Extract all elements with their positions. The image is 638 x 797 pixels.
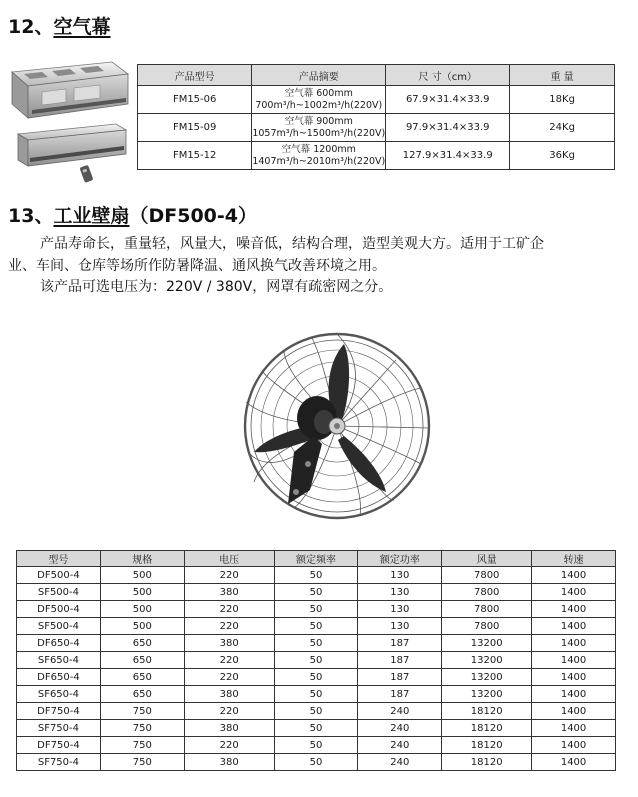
- col-header-size: 尺 寸（cm）: [386, 65, 510, 86]
- cell-speed: 1400: [532, 686, 616, 703]
- cell-spec: 650: [100, 686, 184, 703]
- cell-spec: 650: [100, 669, 184, 686]
- cell-frequency: 50: [274, 754, 358, 771]
- cell-model: DF500-4: [17, 601, 101, 618]
- wall-fan-spec-table: [16, 550, 616, 771]
- cell-frequency: 50: [274, 652, 358, 669]
- cell-power: 240: [358, 720, 442, 737]
- cell-model: DF650-4: [17, 635, 101, 652]
- table-row: [17, 635, 616, 652]
- cell-airflow: 18120: [442, 720, 532, 737]
- table-row: [17, 567, 616, 584]
- wall-fan-image: [224, 332, 450, 526]
- section-12-heading: [8, 12, 110, 39]
- cell-voltage: 380: [184, 584, 274, 601]
- table-row: [17, 601, 616, 618]
- section-13-model: （DF500-4）: [129, 205, 257, 227]
- cell-power: 187: [358, 669, 442, 686]
- cell-airflow: 13200: [442, 669, 532, 686]
- cell-spec: 750: [100, 720, 184, 737]
- summary-line-1: 空气幕 600mm: [284, 87, 353, 99]
- cell-airflow: 18120: [442, 754, 532, 771]
- table-row: [17, 686, 616, 703]
- cell-airflow: 13200: [442, 652, 532, 669]
- table-row: [138, 86, 615, 114]
- cell-summary: [252, 114, 386, 142]
- cell-voltage: 220: [184, 567, 274, 584]
- col-header-summary: 产品摘要: [252, 65, 386, 86]
- table-header-row: [138, 65, 615, 86]
- cell-power: 130: [358, 584, 442, 601]
- summary-line-2: 1057m³/h~1500m³/h(220V): [252, 127, 386, 139]
- cell-frequency: 50: [274, 669, 358, 686]
- cell-model: SF650-4: [17, 652, 101, 669]
- air-curtain-image: [8, 58, 132, 184]
- cell-frequency: 50: [274, 601, 358, 618]
- table-row: [17, 720, 616, 737]
- cell-speed: 1400: [532, 584, 616, 601]
- cell-voltage: 220: [184, 652, 274, 669]
- voltage-note: 该产品可选电压为：220V / 380V，网罩有疏密网之分。: [40, 279, 393, 295]
- cell-frequency: 50: [274, 618, 358, 635]
- cell-power: 130: [358, 601, 442, 618]
- section-13-heading: [8, 201, 257, 228]
- table-row: [17, 618, 616, 635]
- table-row: [17, 754, 616, 771]
- air-curtain-spec-table: [137, 64, 615, 170]
- cell-model: SF500-4: [17, 584, 101, 601]
- cell-weight: 36Kg: [510, 142, 615, 170]
- cell-power: 240: [358, 703, 442, 720]
- cell-model: DF750-4: [17, 703, 101, 720]
- cell-airflow: 13200: [442, 635, 532, 652]
- cell-model: SF750-4: [17, 720, 101, 737]
- col-header-airflow: 风量: [442, 551, 532, 567]
- cell-size: 127.9×31.4×33.9: [386, 142, 510, 170]
- cell-frequency: 50: [274, 737, 358, 754]
- cell-airflow: 7800: [442, 584, 532, 601]
- cell-voltage: 220: [184, 601, 274, 618]
- cell-model: FM15-09: [138, 114, 252, 142]
- cell-speed: 1400: [532, 669, 616, 686]
- table-row: [17, 703, 616, 720]
- cell-speed: 1400: [532, 635, 616, 652]
- cell-speed: 1400: [532, 720, 616, 737]
- col-header-model: 型号: [17, 551, 101, 567]
- cell-voltage: 220: [184, 703, 274, 720]
- cell-spec: 750: [100, 737, 184, 754]
- cell-weight: 18Kg: [510, 86, 615, 114]
- intro-paragraph-line-2: 业、车间、仓库等场所作防暑降温、通风换气改善环境之用。: [8, 258, 386, 274]
- cell-frequency: 50: [274, 703, 358, 720]
- col-header-spec: 规格: [100, 551, 184, 567]
- table-row: [17, 737, 616, 754]
- cell-power: 187: [358, 686, 442, 703]
- cell-size: 97.9×31.4×33.9: [386, 114, 510, 142]
- cell-airflow: 7800: [442, 567, 532, 584]
- col-header-voltage: 电压: [184, 551, 274, 567]
- cell-frequency: 50: [274, 686, 358, 703]
- section-12-title: 空气幕: [53, 16, 111, 38]
- cell-speed: 1400: [532, 737, 616, 754]
- cell-model: FM15-12: [138, 142, 252, 170]
- cell-speed: 1400: [532, 567, 616, 584]
- cell-power: 187: [358, 635, 442, 652]
- cell-voltage: 380: [184, 635, 274, 652]
- section-13-number: 13、: [8, 205, 54, 227]
- cell-summary: [252, 86, 386, 114]
- cell-spec: 750: [100, 754, 184, 771]
- cell-voltage: 220: [184, 669, 274, 686]
- cell-voltage: 380: [184, 720, 274, 737]
- summary-line-2: 700m³/h~1002m³/h(220V): [255, 99, 383, 111]
- col-header-frequency: 额定频率: [274, 551, 358, 567]
- cell-model: SF500-4: [17, 618, 101, 635]
- table-row: [138, 114, 615, 142]
- cell-spec: 500: [100, 618, 184, 635]
- cell-model: DF500-4: [17, 567, 101, 584]
- intro-paragraph-line-1: 产品寿命长，重量轻，风量大，噪音低，结构合理，造型美观大方。适用于工矿企: [40, 236, 544, 252]
- wall-fan-table-body: [17, 567, 616, 771]
- cell-spec: 500: [100, 567, 184, 584]
- table-row: [17, 652, 616, 669]
- cell-speed: 1400: [532, 601, 616, 618]
- cell-spec: 650: [100, 635, 184, 652]
- cell-frequency: 50: [274, 567, 358, 584]
- cell-speed: 1400: [532, 754, 616, 771]
- summary-line-1: 空气幕 1200mm: [281, 143, 356, 155]
- cell-voltage: 380: [184, 686, 274, 703]
- cell-airflow: 7800: [442, 601, 532, 618]
- cell-weight: 24Kg: [510, 114, 615, 142]
- cell-power: 130: [358, 618, 442, 635]
- cell-frequency: 50: [274, 720, 358, 737]
- summary-line-1: 空气幕 900mm: [284, 115, 353, 127]
- cell-airflow: 7800: [442, 618, 532, 635]
- cell-airflow: 13200: [442, 686, 532, 703]
- cell-size: 67.9×31.4×33.9: [386, 86, 510, 114]
- table-header-row: [17, 551, 616, 567]
- cell-power: 240: [358, 754, 442, 771]
- cell-voltage: 380: [184, 754, 274, 771]
- cell-model: DF750-4: [17, 737, 101, 754]
- table-row: [138, 142, 615, 170]
- col-header-model: 产品型号: [138, 65, 252, 86]
- section-13-title: 工业壁扇: [53, 205, 130, 227]
- section-12-number: 12、: [8, 16, 54, 38]
- cell-frequency: 50: [274, 635, 358, 652]
- cell-voltage: 220: [184, 618, 274, 635]
- cell-spec: 750: [100, 703, 184, 720]
- cell-speed: 1400: [532, 652, 616, 669]
- cell-model: SF750-4: [17, 754, 101, 771]
- cell-voltage: 220: [184, 737, 274, 754]
- cell-spec: 650: [100, 652, 184, 669]
- cell-summary: [252, 142, 386, 170]
- cell-power: 130: [358, 567, 442, 584]
- cell-model: FM15-06: [138, 86, 252, 114]
- cell-power: 187: [358, 652, 442, 669]
- cell-speed: 1400: [532, 703, 616, 720]
- cell-model: DF650-4: [17, 669, 101, 686]
- table-row: [17, 669, 616, 686]
- cell-spec: 500: [100, 601, 184, 618]
- col-header-weight: 重 量: [510, 65, 615, 86]
- table-row: [17, 584, 616, 601]
- summary-line-2: 1407m³/h~2010m³/h(220V): [252, 155, 386, 167]
- cell-airflow: 18120: [442, 737, 532, 754]
- cell-model: SF650-4: [17, 686, 101, 703]
- cell-speed: 1400: [532, 618, 616, 635]
- cell-power: 240: [358, 737, 442, 754]
- cell-frequency: 50: [274, 584, 358, 601]
- cell-spec: 500: [100, 584, 184, 601]
- col-header-power: 额定功率: [358, 551, 442, 567]
- col-header-speed: 转速: [532, 551, 616, 567]
- cell-airflow: 18120: [442, 703, 532, 720]
